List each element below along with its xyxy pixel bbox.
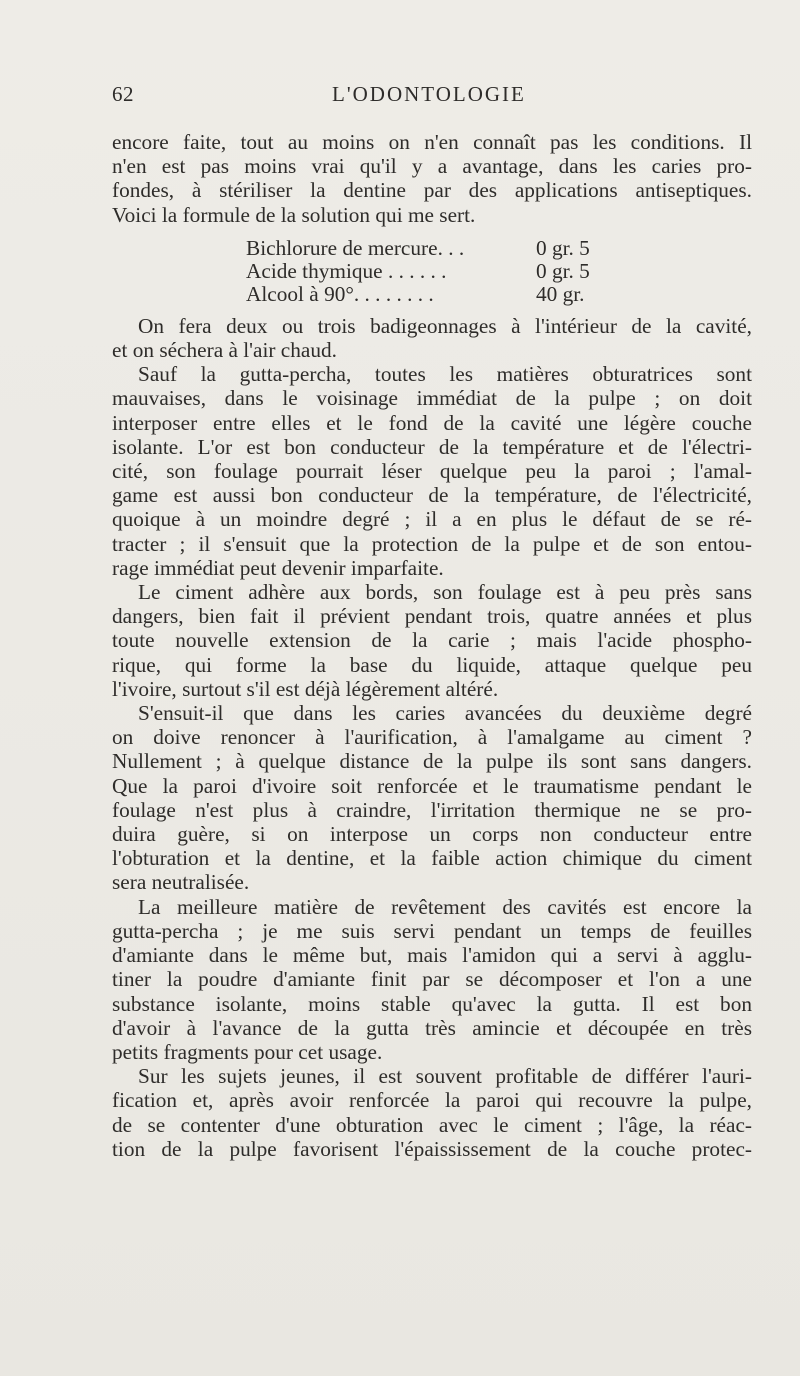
text-line: rique, qui forme la base du liquide, attaque quelque peu bbox=[112, 652, 752, 677]
text-line: isolante. L'or est bon conducteur de la température et de l'électri- bbox=[112, 434, 752, 459]
body-text bbox=[112, 130, 752, 1161]
text-line: on doive renoncer à l'aurification, à l'amalgame au ciment ? bbox=[112, 725, 752, 750]
paragraph bbox=[112, 895, 752, 1064]
text-line: duira guère, si on interpose un corps non conducteur entre bbox=[112, 822, 752, 847]
formula-ingredient: Alcool à 90°. . . . . . . . bbox=[246, 281, 434, 306]
formula-quantity: 0 gr. 5 bbox=[536, 235, 590, 260]
text-line: Sur les sujets jeunes, il est souvent profitable de différer l'auri- bbox=[138, 1064, 752, 1089]
formula-ingredient: Bichlorure de mercure. . . bbox=[246, 235, 465, 260]
text-line: tiner la poudre d'amiante finit par se décomposer et l'on a une bbox=[112, 967, 752, 992]
text-line: Que la paroi d'ivoire soit renforcée et le traumatisme pendant le bbox=[112, 773, 752, 798]
page-number: 62 bbox=[112, 82, 134, 106]
text-line: de se contenter d'une obturation avec le ciment ; l'âge, la réac- bbox=[112, 1112, 752, 1137]
text-line: dangers, bien fait il prévient pendant trois, quatre années et plus bbox=[112, 604, 752, 629]
paragraph bbox=[112, 701, 752, 895]
text-line: interposer entre elles et le fond de la cavité une légère couche bbox=[112, 410, 752, 435]
text-line: mauvaises, dans le voisinage immédiat de la pulpe ; on doit bbox=[112, 386, 752, 411]
paragraph bbox=[112, 1064, 752, 1161]
formula-table bbox=[112, 237, 752, 306]
text-line: n'en est pas moins vrai qu'il y a avantage, dans les caries pro- bbox=[112, 154, 752, 179]
text-line: tion de la pulpe favorisent l'épaississement de la couche protec- bbox=[112, 1136, 752, 1161]
text-line: foulage n'est plus à craindre, l'irritation thermique ne se pro- bbox=[112, 797, 752, 822]
formula-quantity: 0 gr. 5 bbox=[536, 258, 590, 283]
text-line: S'ensuit-il que dans les caries avancées du deuxième degré bbox=[138, 701, 752, 726]
text-line: petits fragments pour cet usage. bbox=[112, 1039, 383, 1064]
paragraph bbox=[112, 580, 752, 701]
text-line: tracter ; il s'ensuit que la protection de la pulpe et de son entou- bbox=[112, 531, 752, 556]
text-line: cité, son foulage pourrait léser quelque peu la paroi ; l'amal- bbox=[112, 459, 752, 484]
text-line: d'amiante dans le même but, mais l'amidon qui a servi à agglu- bbox=[112, 943, 752, 968]
text-line: gutta-percha ; je me suis servi pendant un temps de feuilles bbox=[112, 918, 752, 943]
text-line: On fera deux ou trois badigeonnages à l'intérieur de la cavité, bbox=[138, 313, 752, 338]
formula-quantity: 40 gr. bbox=[536, 281, 585, 306]
text-line: encore faite, tout au moins on n'en connaît pas les conditions. Il bbox=[112, 130, 752, 154]
text-line: Voici la formule de la solution qui me sert. bbox=[112, 202, 476, 227]
text-line: Le ciment adhère aux bords, son foulage est à peu près sans bbox=[138, 580, 752, 605]
text-line: l'obturation et la dentine, et la faible action chimique du ciment bbox=[112, 846, 752, 871]
text-line: toute nouvelle extension de la carie ; mais l'acide phospho- bbox=[112, 628, 752, 653]
paragraph bbox=[112, 314, 752, 362]
text-line: Sauf la gutta-percha, toutes les matières obturatrices sont bbox=[138, 362, 752, 387]
text-line: fication et, après avoir renforcée la paroi qui recouvre la pulpe, bbox=[112, 1088, 752, 1113]
text-line: quoique à un moindre degré ; il a en plus le défaut de se ré- bbox=[112, 507, 752, 532]
running-title: L'ODONTOLOGIE bbox=[332, 82, 526, 106]
formula-row bbox=[246, 237, 752, 260]
paragraph bbox=[112, 130, 752, 227]
text-line: Nullement ; à quelque distance de la pulpe ils sont sans dangers. bbox=[112, 749, 752, 774]
text-line: substance isolante, moins stable qu'avec la gutta. Il est bon bbox=[112, 991, 752, 1016]
paragraph bbox=[112, 362, 752, 580]
text-line: La meilleure matière de revêtement des cavités est encore la bbox=[138, 894, 752, 919]
text-line: d'avoir à l'avance de la gutta très amincie et découpée en très bbox=[112, 1015, 752, 1040]
text-line: et on séchera à l'air chaud. bbox=[112, 338, 337, 363]
text-line: game est aussi bon conducteur de la température, de l'électricité, bbox=[112, 483, 752, 508]
text-line: sera neutralisée. bbox=[112, 870, 250, 895]
formula-row bbox=[246, 283, 752, 306]
formula-ingredient: Acide thymique . . . . . . bbox=[246, 258, 447, 283]
page-header bbox=[112, 82, 752, 112]
text-line: fondes, à stériliser la dentine par des applications antiseptiques. bbox=[112, 178, 752, 203]
formula-row bbox=[246, 260, 752, 283]
text-line: rage immédiat peut devenir imparfaite. bbox=[112, 555, 444, 580]
text-line: l'ivoire, surtout s'il est déjà légèrement altéré. bbox=[112, 676, 499, 701]
